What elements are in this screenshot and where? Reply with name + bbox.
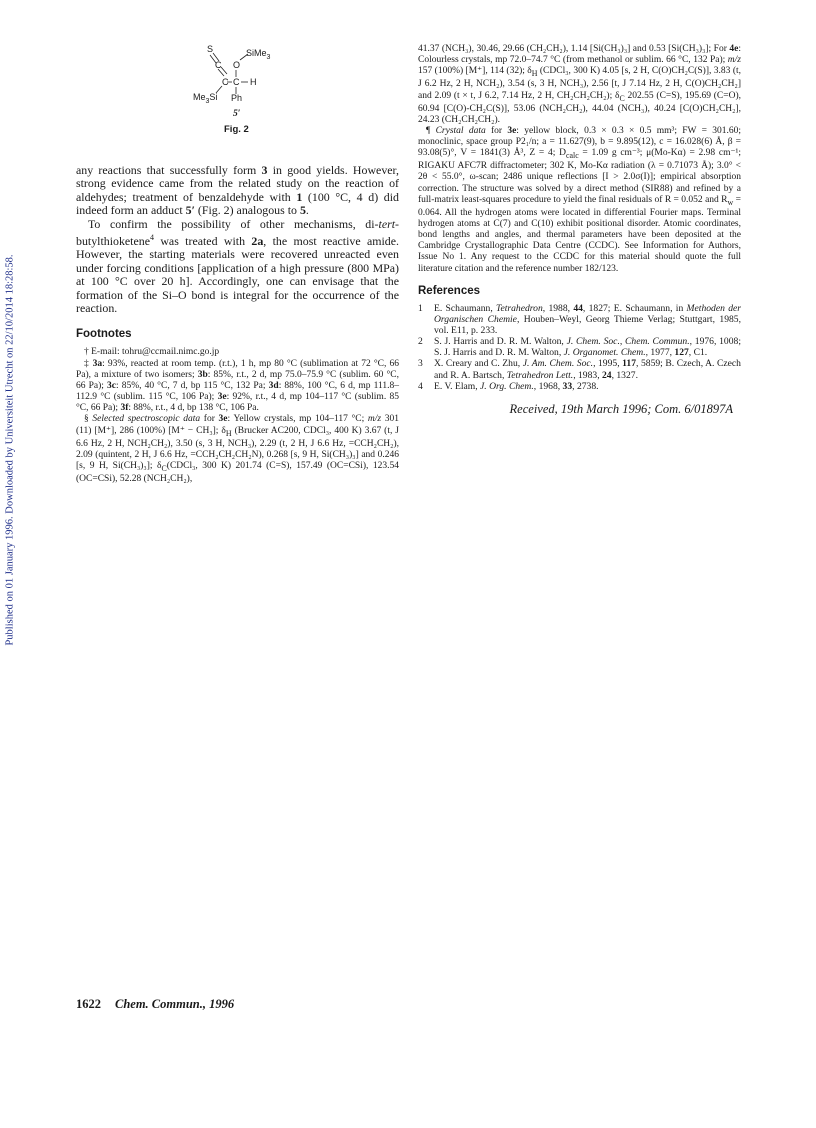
atom-c1: C	[215, 60, 222, 70]
atom-me3si: $Me_3Si$	[193, 92, 218, 105]
atom-c3: C	[233, 77, 240, 87]
compound-label: 5′	[233, 109, 241, 119]
atom-c2: C	[222, 77, 229, 87]
main-text-left	[76, 164, 399, 315]
atom-h: H	[250, 77, 257, 87]
footnotes-continued	[418, 44, 741, 275]
footnote-yields: ‡ 3a: 93%, reacted at room temp. (r.t.), 1 h, mp 80 °C (sublimation at 72 °C, 66 Pa), a mixture of two isomers; 3b: 85%, r.t., 2 d, mp 75.0–75.9 °C (sublim. 60 °C, 66 Pa); 3c: 85%, 40 °C, 7 d, bp 115 °C, 132 Pa; 3d: 88%, 100 °C, 6 d, mp 111.8–112.9 °C (sublim. 115 °C, 106 Pa); 3e: 92%, r.t., 4 d, mp 104–117 °C (sublim. 85 °C, 66 Pa); 3f: 88%, r.t., 4 d, bp 138 °C, 106 Pa.	[76, 358, 399, 414]
right-column	[418, 44, 741, 417]
reference-item: 1 E. Schaumann, Tetrahedron, 1988, 44, 1827; E. Schaumann, in Methoden der Organischen Chemie, Houben–Weyl, Georg Thieme Verlag; Stuttgart, 1985, vol. E11, p. 233.	[418, 302, 741, 336]
structure-figure	[76, 44, 399, 164]
reference-item: 2 S. J. Harris and D. R. M. Walton, J. Chem. Soc., Chem. Commun., 1976, 1008; S. J. Harris and D. R. M. Walton, J. Organomet. Chem., 1977, 127, C1.	[418, 336, 741, 359]
paragraph-1: any reactions that successfully form 3 in good yields. However, strong evidence came from the related study on the reaction of aldehydes; treatment of benzaldehyde with 1 (100 °C, 4 d) did indeed form an adduct 5′ (Fig. 2) analogous to 5.	[76, 163, 400, 218]
publication-side-note	[0, 0, 20, 1128]
reference-item: 3 X. Creary and C. Zhu, J. Am. Chem. Soc., 1995, 117, 5859; B. Czech, A. Czech and R. A. Bartsch, Tetrahedron Lett., 1983, 24, 1327.	[418, 358, 741, 381]
paragraph-2: To confirm the possibility of other mechanisms, di-tert-butylthioketene$^4$ was treated with 2a, the most reactive amide. However, the starting materials were recovered unreacted even under forcing conditions [application of a high pressure (800 MPa) at 100 °C over 20 h]. Accordingly, one can envisage that the formation of the Si–O bond is integral for the occurrence of the reaction.	[76, 216, 399, 316]
left-column	[76, 44, 399, 485]
footnote-spectroscopic-cont: 41.37 (NCH₃), 30.46, 29.66 (CH₂CH₂), 1.14 [Si(CH₃)₃] and 0.53 [Si(CH₃)₃]; For 4e: Colourless crystals, mp 72.0–74.7 °C (from methanol or sublim. 66 °C, 132 Pa); m/z 157 (100%) [M⁺], 114 (32); $\delta_H$ (CDCl₃, 300 K) 4.05 [s, 2 H, C(O)CH₂C(S)], 3.83 (t, J 6.2 Hz, 2 H, NCH₂), 3.54 (s, 3 H, NCH₃), 2.56 [t, J 7.14 Hz, 2 H, C(O)CH₂CH₂] and 2.09 (t × t, J 6.2, 7.14 Hz, 2 H, CH₂CH₂CH₂); $\delta_C$ 202.55 (C=S), 195.69 (C=O), 60.94 [C(O)-CH₂C(S)], 53.06 (NCH₂CH₂), 44.04 (NCH₃), 40.24 [C(O)CH₂CH₂], 24.23 (CH₂CH₂CH₂).	[418, 44, 741, 125]
footnote-email: † E-mail: tohru@ccmail.nimc.go.jp	[84, 347, 220, 358]
side-note-text: Published on 01 January 1996. Downloaded by Universiteit Utrecht on 22/10/2014 18:28:58.	[4, 254, 16, 646]
atom-sime3-top: SiMe$_3$	[246, 48, 271, 61]
references-list	[418, 303, 741, 392]
atom-ph: Ph	[231, 93, 243, 103]
atom-s: S	[207, 44, 214, 54]
page-folio	[76, 997, 234, 1012]
footnotes-heading: Footnotes	[76, 328, 132, 341]
reference-item: 4 E. V. Elam, J. Org. Chem., 1968, 33, 2738.	[418, 380, 599, 392]
received-line: Received, 19th March 1996; Com. 6/01897A	[509, 401, 733, 416]
references-heading: References	[418, 284, 481, 297]
atom-o: O	[233, 60, 241, 70]
footnotes	[76, 347, 399, 485]
footnote-spectroscopic: § Selected spectroscopic data for 3e: Yellow crystals, mp 104–117 °C; m/z 301 (11) [M⁺], 286 (100%) [M⁺ − CH₃]; $\delta_H$ (Brucker AC200, CDCl₃, 400 K) 3.67 (t, J 6.6 Hz, 2 H, NCH₂CH₂), 3.50 (s, 3 H, NCH₃), 2.29 (t, 2 H, J 6.6 Hz, =CCH₂CH₂), 2.09 (quintent, 2 H, J 6.6 Hz, =CCH₂CH₂CH₂N), 0.268 [s, 9 H, Si(CH₃)₃] and 0.246 [s, 9 H, Si(CH₃)₃]; $\delta_C(CDCl_3$, 300 K) 201.74 (C=S), 157.49 (OC=CSi), 123.54 (OC=CSi), 52.28 (NCH₂CH₂),	[76, 414, 400, 484]
page-number: 1622	[76, 997, 101, 1011]
journal-name: Chem. Commun., 1996	[115, 997, 235, 1011]
footnote-crystal-data: ¶ Crystal data for 3e: yellow block, 0.3 × 0.3 × 0.5 mm³; FW = 301.60; monoclinic, space group P2₁/n; a = 11.627(9), b = 9.895(12), c = 16.028(6) Å, β = 93.08(5)°, V = 1841(3) Å³, Z = 4; $D_{calc} = 1.09$ g cm⁻³; μ(Mo-Kα) = 2.98 cm⁻¹; RIGAKU AFC7R diffractometer; 302 K, Mo-Kα radiation (λ = 0.71073 Å); 3.0° < 2θ < 55.0°, ω-scan; 2486 unique reflections [I > 2.0σ(I)]; empirical absorption correction. The structure was solved by a direct method (SIR88) and refined by a full-matrix least-squares procedure to yield the final residuals of R = 0.052 and $R_w = 0.064$. All the hydrogen atoms were located in differential Fourier maps. Terminal hydrogen atoms at C(7) and C(10) exhibit positional disorder. Atomic coordinates, bond lengths and angles, and thermal parameters have been deposited at the Cambridge Crystallographic Data Centre (CCDC). See Information for Authors, Issue No 1. Any request to the CCDC for this material should quote the full literature citation and the reference number 182/123.	[418, 125, 742, 274]
figure-caption: Fig. 2	[224, 124, 249, 135]
